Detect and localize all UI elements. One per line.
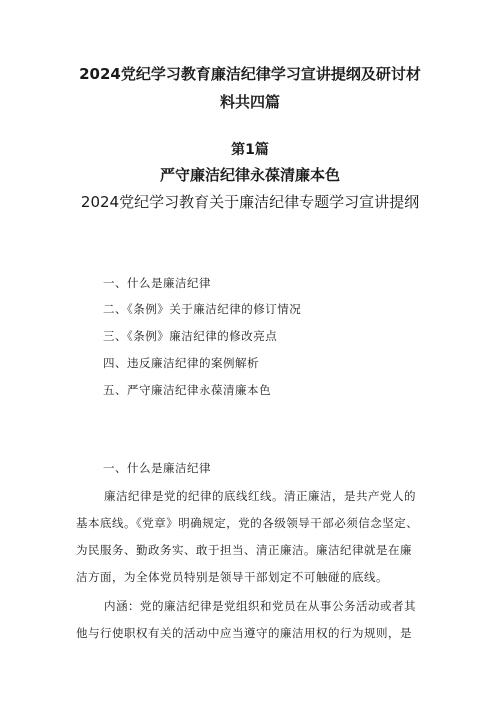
section-heading: 一、什么是廉洁纪律	[103, 461, 211, 475]
part-subtitle: 2024党纪学习教育关于廉洁纪律专题学习宣讲提纲	[80, 193, 420, 211]
paragraph-line: 内涵：党的廉洁纪律是党组织和党员在从事公务活动或者其	[104, 599, 416, 613]
document-title-line1: 2024党纪学习教育廉洁纪律学习宣讲提纲及研讨材	[79, 65, 421, 83]
part-title: 严守廉洁纪律永葆清廉本色	[159, 166, 340, 184]
document-title-line2: 料共四篇	[219, 93, 280, 111]
part-label: 第1篇	[231, 142, 269, 158]
paragraph-line: 洁方面，为全体党员特别是领导干部划定不可触碰的底线。	[76, 570, 388, 584]
paragraph-line: 为民服务、勤政务实、敢于担当、清正廉洁。廉洁纪律就是在廉	[76, 543, 412, 557]
toc-item: 一、什么是廉洁纪律	[103, 276, 211, 290]
toc-item: 四、违反廉洁纪律的案例解析	[103, 356, 259, 370]
paragraph-line: 廉洁纪律是党的纪律的底线红线。清正廉洁，是共产党人的	[104, 489, 416, 503]
toc-item: 五、严守廉洁纪律永葆清廉本色	[103, 383, 271, 397]
paragraph-line: 基本底线。《党章》明确规定，党的各级领导干部必须信念坚定、	[76, 516, 419, 530]
paragraph-line: 他与行使职权有关的活动中应当遵守的廉洁用权的行为规则，是	[76, 626, 412, 640]
toc-item: 三、《条例》廉洁纪律的修改亮点	[103, 329, 278, 343]
toc-item: 二、《条例》关于廉洁纪律的修订情况	[103, 302, 302, 316]
